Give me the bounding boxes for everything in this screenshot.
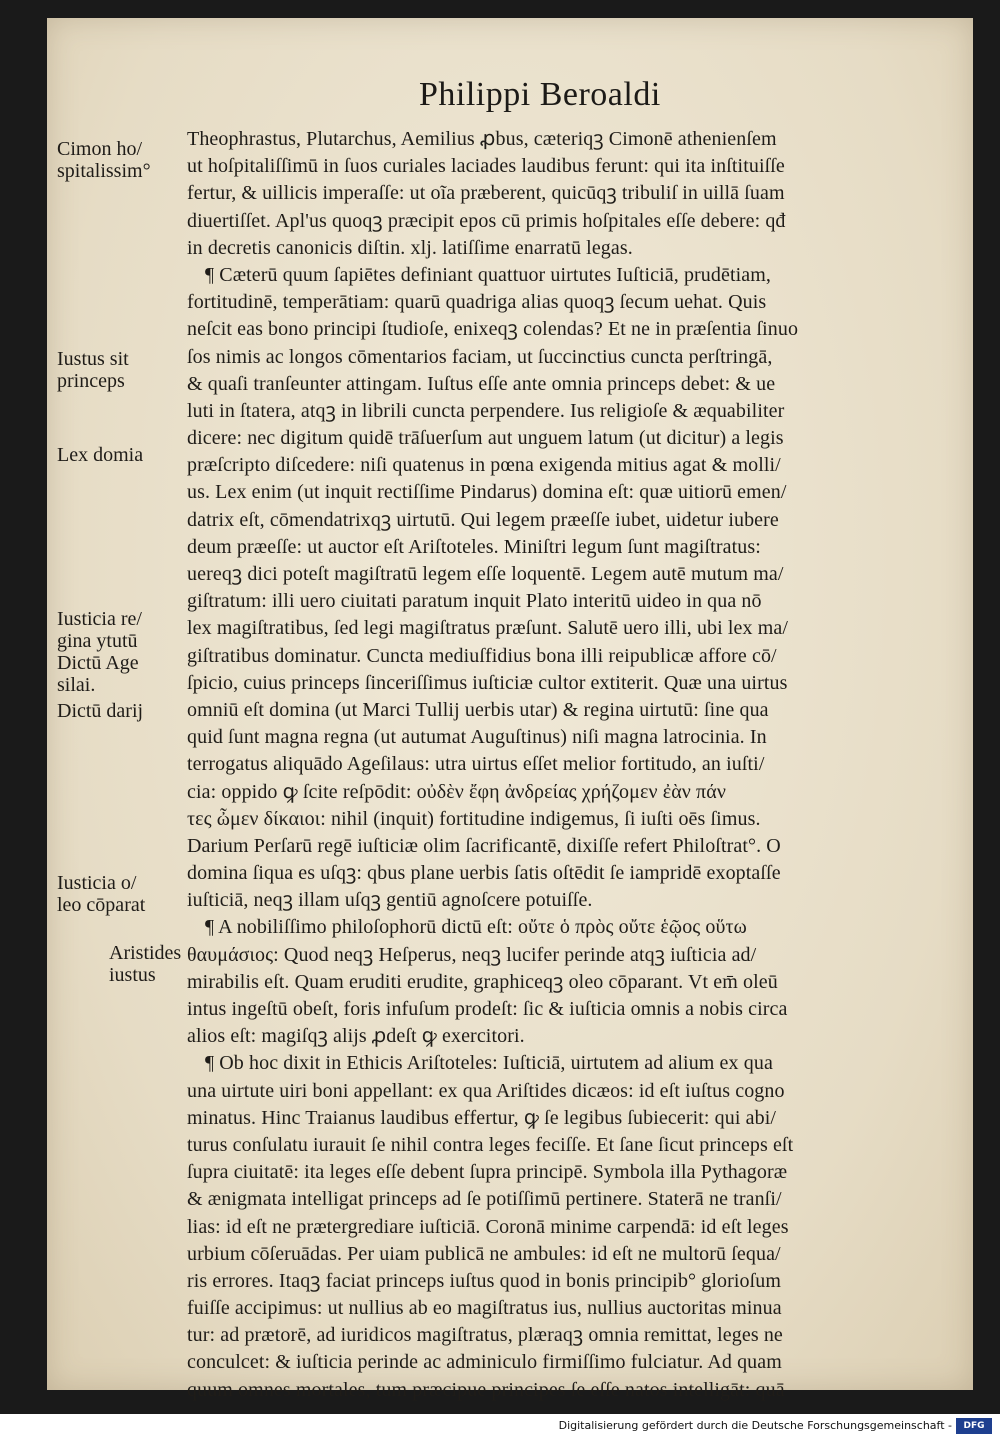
margin-note: [57, 608, 189, 696]
margin-note-line: Iustus sit: [57, 348, 129, 370]
margin-note-line: leo cōparat: [57, 894, 146, 916]
text-line: cia: oppido ꝙ ſcite reſpōdit: οὐδὲν ἔφη ἀνδρείας χρήζομεν ἐὰν πάν: [187, 780, 726, 803]
margin-note-line: Cimon ho/: [57, 138, 143, 160]
margin-note-line: Dictū Age: [57, 652, 139, 674]
text-line: ris errores. Itaqꝫ faciat princeps iuſtus quod in bonis principib° glorioſum: [187, 1269, 782, 1292]
text-line: Darium Perſarū regē iuſticiæ olim ſacrificantē, dixiſſe refert Philoſtrat°. O: [187, 834, 781, 857]
margin-note: [57, 700, 189, 722]
margin-note-line: Aristides: [109, 942, 182, 964]
text-line: ut hoſpitaliſſimū in ſuos curiales laciades laudibus ferunt: qui ita inſtituiſſe: [187, 155, 785, 178]
text-line: domina ſiqua es uſqꝫ: qbus plane uerbis ſatis oſtēdit ſe iampridē exoptaſſe: [187, 862, 781, 885]
text-line: giſtratibus dominatur. Cuncta mediuſfidius bona illi reipublicæ affore cō/: [187, 644, 777, 667]
text-line: & quaſi tranſeunter attingam. Iuſtus eſſe ante omnia princeps debet: & ue: [187, 372, 776, 395]
text-line: mirabilis eſt. Quam eruditi erudite, graphiceqꝫ oleo cōparant. Vt em̄ oleū: [187, 970, 778, 993]
funding-note: Digitalisierung gefördert durch die Deutsche Forschungsgemeinschaft -: [558, 1419, 952, 1432]
margin-note-line: princeps: [57, 370, 125, 392]
text-line: alios eſt: magiſqꝫ alijs ꝓdeſt ꝙ exercitori.: [187, 1025, 525, 1048]
main-text: [187, 126, 967, 1404]
text-line: ¶ A nobiliſſimo philoſophorū dictū eſt: οὔτε ὁ πρὸς οὔτε ἑῷος οὕτω: [205, 916, 747, 939]
text-line: terrogatus aliquādo Ageſilaus: utra uirtus eſſet melior fortitudo, an iuſti/: [187, 753, 765, 776]
text-line: ſos nimis ac longos cōmentarios faciam, ut ſuccinctius cuncta perſtringā,: [187, 345, 773, 368]
text-line: minatus. Hinc Traianus laudibus effertur, ꝙ ſe legibus ſubiecerit: qui abi/: [187, 1106, 777, 1129]
text-line: fuiſſe accipimus: ut nullius ab eo magiſtratus ius, nullius auctoritas minua: [187, 1297, 782, 1320]
text-line: τες ὦμεν δίκαιοι: nihil (inquit) fortitudine indigemus, ſi iuſti oēs ſimus.: [187, 807, 761, 830]
text-line: deum præeſſe: ut auctor eſt Ariſtoteles. Miniſtri legum ſunt magiſtratus:: [187, 535, 761, 558]
margin-note: [57, 872, 189, 916]
text-line: lias: id eſt ne prætergrediare iuſticiā. Coronā minime carpendā: id eſt leges: [187, 1215, 789, 1238]
text-line: præſcripto diſcedere: niſi quatenus in pœna exigenda mitius agat & molli/: [187, 454, 781, 477]
margin-note-line: iustus: [109, 964, 156, 986]
text-line: ¶ Ob hoc dixit in Ethicis Ariſtoteles: Iuſticiā, uirtutem ad alium ex qua: [205, 1052, 773, 1075]
book-page: [47, 18, 973, 1401]
text-line: & ænigmata intelligat princeps ad ſe potiſſimū pertinere. Staterā ne tranſi/: [187, 1188, 782, 1211]
text-line: iuſticiā, neqꝫ illam uſqꝫ gentiū agnoſcere potuiſſe.: [187, 889, 593, 912]
margin-note-line: spitalissim°: [57, 160, 151, 182]
text-line: intus ingeſtū obeſt, foris infuſum prodeſt: ſic & iuſticia omnis a nobis circa: [187, 998, 788, 1020]
margin-note-line: Lex domia: [57, 444, 144, 466]
text-line: luti in ſtatera, atqꝫ in librili cuncta perpendere. Ius religioſe & æquabiliter: [187, 399, 785, 422]
text-line: ſpicio, cuius princeps ſinceriſſimus iuſticiæ cultor extiterit. Quæ una uirtus: [187, 671, 788, 694]
text-line: datrix eſt, cōmendatrixqꝫ uirtutū. Qui legem præeſſe iubet, uidetur iubere: [187, 508, 779, 531]
margin-note-line: silai.: [57, 674, 96, 696]
text-line: uereqꝫ dici poteſt magiſtratū legem eſſe loquentē. Legem autē mutum ma/: [187, 563, 784, 585]
text-line: conculcet: & iuſticia perinde ac adminiculo firmiſſimo fulciatur. Ad quam: [187, 1351, 782, 1374]
text-line: ſupra ciuitatē: ita leges eſſe debent ſupra principē. Symbola illa Pythagoræ: [187, 1161, 788, 1184]
text-line: una uirtute uiri boni appellant: ex qua Ariſtides dicæos: id eſt iuſtus cogno: [187, 1079, 785, 1102]
margin-note: [57, 348, 189, 392]
text-line: in decretis canonicis diſtin. xlj. latiſſime enarratū legas.: [187, 236, 633, 259]
text-line: urbium cōſeruādas. Per uiam publicā ne ambules: id eſt ne multorū ſequa/: [187, 1242, 781, 1265]
margin-note-line: Iusticia re/: [57, 608, 142, 630]
text-line: quum omnes mortales, tum præcipue principes ſe eſſe natos intelligāt: quā: [187, 1378, 785, 1401]
margin-note: [57, 138, 189, 182]
dfg-logo: DFG: [956, 1418, 992, 1434]
text-line: quid ſunt magna regna (ut autumat Auguſtinus) niſi magna latrocinia. In: [187, 726, 767, 749]
text-line: fortitudinē, temperātiam: quarū quadriga alias quoqꝫ ſecum uehat. Quis: [187, 291, 767, 314]
text-line: lex magiſtratibus, ſed legi magiſtratus præſunt. Salutē uero illi, ubi lex ma/: [187, 617, 789, 640]
text-line: us. Lex enim (ut inquit rectiſſime Pindarus) domina eſt: quæ uitiorū emen/: [187, 481, 787, 504]
margin-note: [57, 444, 189, 466]
text-line: Theophrastus, Plutarchus, Aemilius ꝓbus, cæteriqꝫ Cimonē athenienſem: [187, 128, 777, 150]
text-line: diuertiſſet. Apl'us quoqꝫ præcipit epos cū primis hoſpitales eſſe debere: qđ: [187, 209, 786, 232]
margin-note-line: gina ytutū: [57, 630, 138, 652]
text-line: fertur, & uillicis imperaſſe: ut oĩa præberent, quicūqꝫ tribuliſ in uillā ſuam: [187, 182, 785, 205]
footer-bar: [0, 1414, 1000, 1440]
text-line: omniū eſt domina (ut Marci Tullij uerbis utar) & regina uirtutū: ſine qua: [187, 698, 769, 721]
text-line: dicere: nec digitum quidē trāſuerſum aut unguem latum (ut dicitur) a legis: [187, 427, 784, 450]
text-line: giſtratum: illi uero ciuitati paratum inquit Plato interitū uideo in qua nō: [187, 590, 762, 613]
page-header: [47, 76, 973, 116]
margin-note-line: Iusticia o/: [57, 872, 137, 894]
text-line: neſcit eas bono principi ſtudioſe, enixeqꝫ colendas? Et ne in præſentia ſinuo: [187, 318, 799, 341]
running-title: Philippi Beroaldi: [419, 76, 661, 113]
text-line: ¶ Cæterū quum ſapiētes definiant quattuor uirtutes Iuſticiā, prudētiam,: [205, 263, 772, 286]
text-line: turus conſulatu iurauit ſe nihil contra leges feciſſe. Et ſane ſicut princeps eſt: [187, 1133, 794, 1156]
text-line: θαυμάσιος: Quod neqꝫ Heſperus, neqꝫ lucifer perinde atqꝫ iuſticia ad/: [187, 943, 757, 966]
margin-note-line: Dictū darij: [57, 700, 144, 722]
text-line: tur: ad prætorē, ad iuridicos magiſtratus, plæraqꝫ omnia remittat, leges ne: [187, 1324, 783, 1347]
